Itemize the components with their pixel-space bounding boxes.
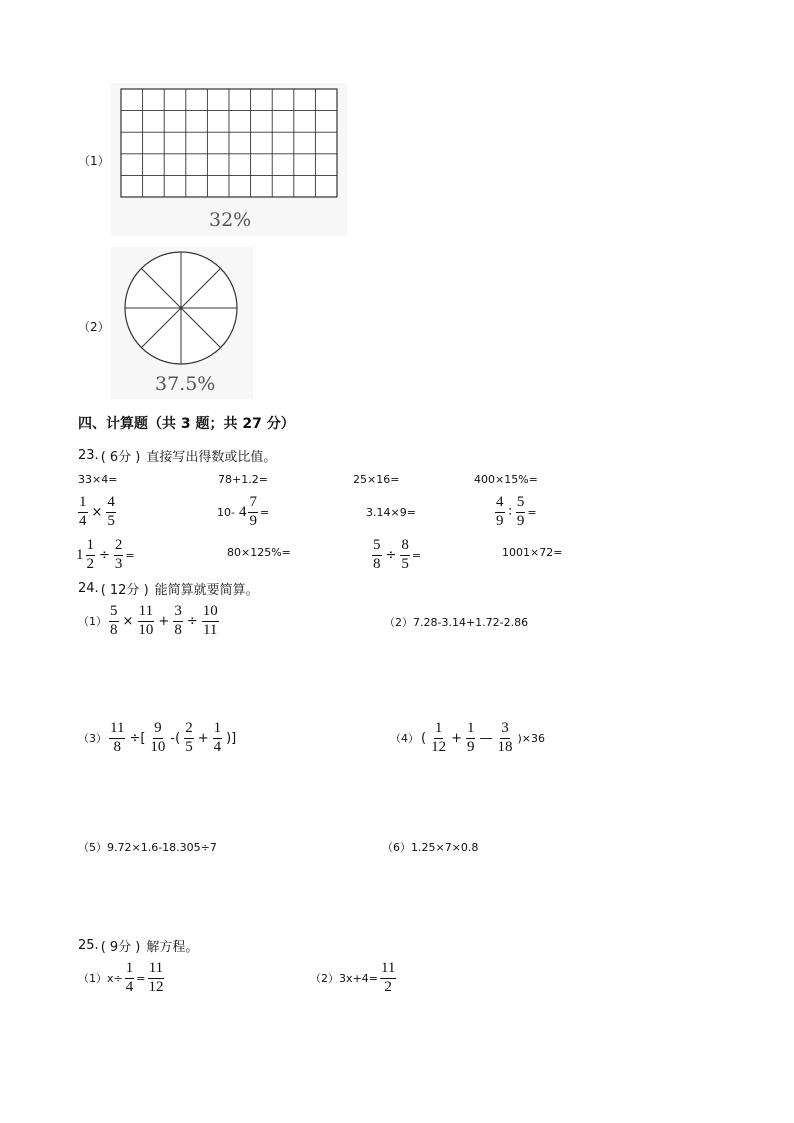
fraction	[149, 721, 166, 756]
problem-label: （5）	[78, 841, 107, 854]
q24-p5	[78, 839, 217, 855]
numerator: 8	[400, 538, 410, 556]
fraction	[400, 538, 410, 573]
numerator: 4	[106, 495, 116, 513]
problem-label: （2）	[310, 972, 339, 986]
q25-number: 25.	[78, 938, 99, 953]
problem-label: （3）	[78, 732, 107, 746]
fraction	[516, 495, 526, 530]
q24-instruction: 能简算就要简算。	[154, 583, 259, 598]
fraction	[137, 604, 154, 639]
q24-score: ( 12分 )	[100, 583, 149, 598]
numerator: 9	[153, 721, 163, 739]
q24-number: 24.	[78, 581, 99, 596]
expr-text: 10-	[217, 505, 235, 519]
operator: +	[158, 613, 170, 629]
expression: 7.28-3.14+1.72-2.86	[413, 615, 529, 629]
denominator: 5	[185, 738, 193, 755]
operator: -(	[170, 730, 181, 746]
fraction	[430, 721, 447, 756]
q25-p1	[78, 961, 166, 996]
numerator: 5	[516, 495, 526, 513]
q24-p6	[382, 839, 478, 855]
fig2-percent: 37.5%	[155, 373, 216, 395]
equals: =	[136, 971, 146, 985]
denominator: 3	[114, 555, 123, 572]
q23-r2-a	[76, 495, 118, 530]
denominator: 5	[107, 512, 115, 529]
numerator: 5	[372, 538, 382, 556]
problem-label: （1）	[78, 972, 107, 986]
fraction	[109, 721, 125, 756]
operator: ÷	[99, 547, 110, 563]
denominator: 9	[516, 512, 525, 529]
denominator: 4	[213, 738, 222, 755]
numerator: 1	[213, 721, 223, 739]
q23-r2-c: 3.14×9=	[366, 506, 416, 519]
equals: =	[411, 548, 422, 562]
fraction	[109, 604, 119, 639]
operator: +	[451, 730, 462, 746]
section-title: 四、计算题（共 3 题；共 27 分）	[78, 416, 295, 432]
q23-r3-b: 80×125%=	[227, 546, 291, 559]
expression: x÷	[107, 971, 123, 985]
operator: (	[421, 730, 427, 746]
q24-p3	[78, 721, 238, 756]
q23-r3-c	[370, 538, 421, 573]
operator: ÷[	[129, 730, 146, 746]
numerator: 5	[109, 604, 119, 622]
operator: ∶	[508, 504, 512, 520]
q25-header	[78, 936, 198, 955]
fraction	[202, 604, 219, 639]
circle-figure	[111, 247, 253, 399]
expression: 9.72×1.6-18.305÷7	[107, 840, 217, 854]
expression: 3x+4=	[339, 971, 378, 985]
fraction	[496, 721, 513, 756]
fraction	[466, 721, 476, 756]
numerator: 3	[500, 721, 510, 739]
equals: =	[125, 548, 135, 562]
denominator: 8	[110, 621, 118, 638]
numerator: 4	[495, 495, 505, 513]
numerator: 10	[202, 604, 219, 622]
q24-p4	[390, 721, 547, 756]
q23-header	[78, 446, 276, 465]
denominator: 9	[496, 512, 504, 529]
problem-label: （1）	[78, 615, 107, 629]
q23-r1-c: 25×16=	[353, 473, 400, 486]
problem-label: （4）	[390, 732, 419, 746]
numerator: 11	[109, 721, 125, 739]
fig1-label: （1）	[78, 154, 110, 168]
grid-figure	[111, 83, 347, 236]
denominator: 4	[79, 512, 87, 529]
operator: —	[479, 730, 493, 746]
denominator: 9	[466, 738, 475, 755]
fraction	[114, 538, 124, 573]
denominator: 18	[497, 738, 513, 755]
q24-header	[78, 579, 259, 598]
denominator: 10	[138, 621, 154, 638]
q23-instruction: 直接写出得数或比值。	[146, 450, 277, 465]
fraction	[248, 495, 258, 530]
denominator: 2	[384, 978, 392, 995]
denominator: 10	[150, 738, 166, 755]
fraction	[147, 961, 164, 996]
denominator: 11	[202, 621, 218, 638]
fraction	[495, 495, 505, 530]
denominator: 5	[401, 555, 409, 572]
fraction	[106, 495, 116, 530]
q23-r3-d: 1001×72=	[502, 546, 563, 559]
fraction	[86, 538, 96, 573]
operator: ÷	[385, 547, 397, 563]
fig2-label: （2）	[78, 320, 110, 334]
operator: ×	[91, 504, 103, 520]
numerator: 2	[114, 538, 124, 556]
operator: +	[197, 730, 209, 746]
numerator: 2	[184, 721, 194, 739]
denominator: 8	[113, 738, 121, 755]
q23-r3-a	[76, 538, 135, 573]
q25-p2	[310, 961, 398, 996]
denominator: 2	[86, 555, 94, 572]
q23-r1-a: 33×4=	[78, 473, 118, 486]
numerator: 1	[434, 721, 444, 739]
numerator: 1	[466, 721, 476, 739]
q23-r1-d: 400×15%=	[474, 473, 538, 486]
denominator: 4	[125, 978, 134, 995]
fraction	[173, 604, 183, 639]
q23-r2-b	[217, 495, 269, 530]
numerator: 1	[125, 961, 135, 979]
whole-number: 1	[76, 546, 84, 563]
q25-instruction: 解方程。	[146, 940, 199, 955]
fig1-percent: 32%	[209, 209, 252, 231]
equals: =	[527, 505, 537, 519]
numerator: 11	[138, 604, 154, 622]
q23-r1-b: 78+1.2=	[218, 473, 268, 486]
numerator: 3	[173, 604, 183, 622]
problem-label: （6）	[382, 841, 411, 854]
equals: =	[259, 505, 270, 519]
numerator: 11	[148, 961, 164, 979]
q23-r2-d	[493, 495, 537, 530]
operator: ÷	[186, 613, 198, 629]
operator: )×36	[517, 731, 545, 745]
whole-number: 4	[238, 503, 247, 520]
fraction	[380, 961, 396, 996]
operator: ×	[122, 613, 134, 629]
denominator: 9	[249, 512, 257, 529]
operator: )]	[226, 730, 237, 746]
denominator: 8	[373, 555, 381, 572]
problem-label: （2）	[384, 616, 413, 629]
denominator: 8	[174, 621, 182, 638]
q23-score: ( 6分 )	[100, 450, 141, 465]
q23-number: 23.	[78, 448, 99, 463]
numerator: 7	[248, 495, 258, 513]
fraction	[125, 961, 135, 996]
denominator: 12	[431, 738, 447, 755]
fraction	[184, 721, 194, 756]
numerator: 11	[380, 961, 396, 979]
fraction	[78, 495, 88, 530]
numerator: 1	[78, 495, 88, 513]
numerator: 1	[86, 538, 96, 556]
q24-p1	[78, 604, 221, 639]
fraction	[213, 721, 223, 756]
expression: 1.25×7×0.8	[411, 840, 479, 854]
q24-p2	[384, 614, 528, 630]
denominator: 12	[148, 978, 164, 995]
q25-score: ( 9分 )	[100, 940, 141, 955]
fraction	[372, 538, 382, 573]
